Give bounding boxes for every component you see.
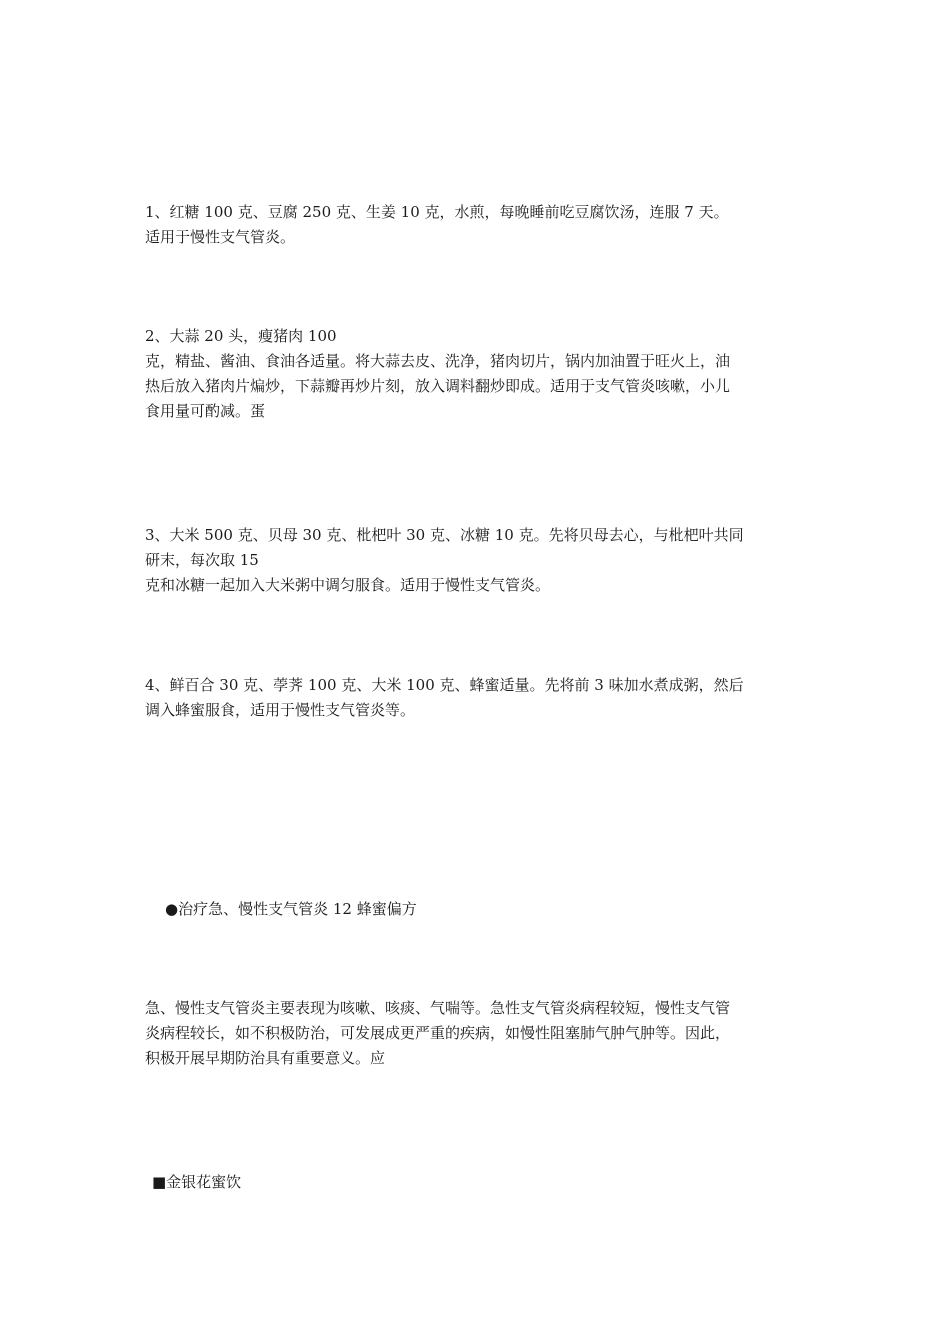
text-line: 3、大米 500 克、贝母 30 克、枇杷叶 30 克、冰糖 10 克。先将贝母去心，与枇杷叶共同 — [145, 526, 744, 544]
text-line: 调入蜂蜜服食，适用于慢性支气管炎等。 — [145, 701, 416, 719]
text-line: 研末，每次取 15 — [145, 551, 259, 569]
text-line: 克，精盐、酱油、食油各适量。将大蒜去皮、洗净，猪肉切片，锅内加油置于旺火上，油 — [145, 352, 731, 370]
intro-paragraph — [145, 996, 810, 1071]
text-line: 1、红糖 100 克、豆腐 250 克、生姜 10 克，水煎，每晚睡前吃豆腐饮汤，连服 7 天。 — [145, 203, 729, 221]
text-line: 克和冰糖一起加入大米粥中调匀服食。适用于慢性支气管炎。 — [145, 576, 551, 594]
recipe-paragraph-2 — [145, 324, 810, 424]
section-heading: ●治疗急、慢性支气管炎 12 蜂蜜偏方 — [165, 900, 417, 918]
text-line: 4、鲜百合 30 克、荸荠 100 克、大米 100 克、蜂蜜适量。先将前 3 味加水煮成粥，然后 — [145, 676, 744, 694]
text-line: 2、大蒜 20 头，瘦猪肉 100 — [145, 327, 337, 345]
text-line: 食用量可酌减。蛋 — [145, 402, 266, 420]
text-line: 适用于慢性支气管炎。 — [145, 228, 296, 246]
text-line: 积极开展早期防治具有重要意义。应 — [145, 1049, 386, 1067]
recipe-paragraph-4 — [145, 673, 810, 723]
subsection-heading: ■金银花蜜饮 — [152, 1173, 242, 1191]
recipe-paragraph-3 — [145, 523, 810, 598]
text-line: 急、慢性支气管炎主要表现为咳嗽、咳痰、气喘等。急性支气管炎病程较短，慢性支气管 — [145, 999, 731, 1017]
recipe-paragraph-1 — [145, 200, 810, 250]
text-line: 热后放入猪肉片煸炒，下蒜瓣再炒片刻，放入调料翻炒即成。适用于支气管炎咳嗽，小儿 — [145, 377, 731, 395]
text-line: 炎病程较长，如不积极防治，可发展成更严重的疾病，如慢性阻塞肺气肿气肿等。因此， — [145, 1024, 731, 1042]
